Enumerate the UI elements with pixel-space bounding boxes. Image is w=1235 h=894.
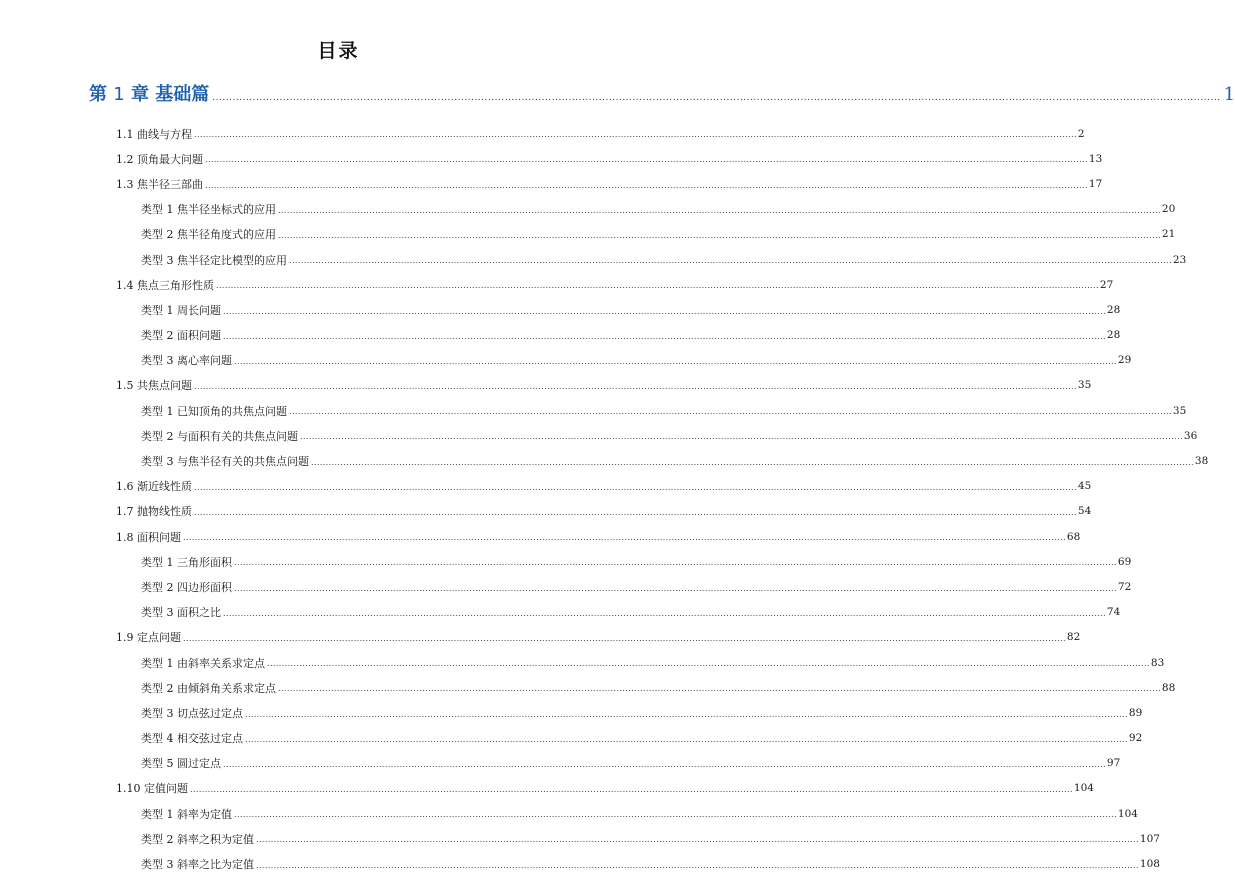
chapter-label-suffix: 章 基础篇 [131,84,210,105]
toc-subsection-entry[interactable] [0,801,1138,826]
leader-dots: ............................................................................................................................................................................................................................................................................................................ [194,130,1077,140]
entry-page-number: 2 [1077,127,1085,140]
toc-subsection-entry[interactable] [0,600,1121,625]
entry-label: 1.9 定点问题 [116,631,181,645]
toc-subsection-entry[interactable] [0,549,1132,574]
chapter-label-prefix: 第 [89,84,107,105]
entry-label: 1.8 面积问题 [116,530,181,544]
entry-label: 类型 5 圆过定点 [141,757,221,771]
entry-label: 类型 3 面积之比 [141,606,221,620]
entry-label: 类型 2 与面积有关的共焦点问题 [141,429,298,443]
leader-dots: ............................................................................................................................................................................................................................................................................................................ [223,759,1106,769]
leader-dots: ............................................................................................................................................................................................................................................................................................................ [289,407,1172,417]
leader-dots: ............................................................................................................................................................................................................................................................................................................ [234,356,1117,366]
leader-dots: ............................................................................................................................................................................................................................................................................................................ [245,709,1128,719]
entry-label: 类型 4 相交弦过定点 [141,732,243,746]
leader-dots: ............................................................................................................................................................................................................................................................................................................ [245,734,1128,744]
entry-label: 类型 1 由斜率关系求定点 [141,656,265,670]
entry-page-number: 35 [1077,379,1092,392]
toc-subsection-entry[interactable] [0,700,1143,725]
leader-dots: ............................................................................................................................................................................................................................................................................................................ [311,457,1194,467]
toc-subsection-entry[interactable] [0,323,1121,348]
leader-dots: ............................................................................................................................................................................................................................................................................................................ [256,835,1139,845]
toc-subsection-entry[interactable] [0,851,1160,876]
entry-page-number: 21 [1161,228,1176,241]
entry-label: 类型 2 焦半径角度式的应用 [141,228,276,242]
entry-label: 1.5 共焦点问题 [116,379,192,393]
entry-label: 类型 1 周长问题 [141,303,221,317]
entry-page-number: 38 [1194,455,1209,468]
leader-dots: ............................................................................................................................................................................................................................................................................................................ [223,608,1106,618]
entry-page-number: 29 [1117,354,1132,367]
entry-page-number: 36 [1183,429,1198,442]
leader-dots: ............................................................................................................................................................................................................................................................................................................ [194,508,1077,517]
entry-page-number: 104 [1117,807,1138,820]
leader-dots: ............................................................................................................................................................................................................................................................................................................ [183,633,1066,643]
toc-subsection-entry[interactable] [0,726,1143,751]
leader-dots: ............................................................................................................................................................................................................................................................................................................ [194,482,1077,492]
entry-label: 1.7 抛物线性质 [116,505,192,519]
toc-section-entry[interactable] [0,146,1103,171]
entry-label: 类型 2 面积问题 [141,329,221,343]
entry-page-number: 83 [1150,656,1165,669]
entry-page-number: 107 [1139,832,1160,845]
leader-dots: ............................................................................................................................................................................................................................................................................................................ [190,785,1073,795]
entry-label: 类型 3 切点弦过定点 [141,706,243,720]
entry-label: 类型 1 三角形面积 [141,555,232,569]
entry-label: 类型 1 已知顶角的共焦点问题 [141,404,287,418]
leader-dots: ............................................................................................................................................................................................................................................................................................................ [223,331,1106,341]
toc-subsection-entry[interactable] [0,574,1132,599]
entry-label: 类型 3 斜率之比为定值 [141,858,254,872]
entry-page-number: 82 [1066,631,1081,644]
entry-label: 类型 1 焦半径坐标式的应用 [141,203,276,217]
toc-subsection-entry[interactable] [0,197,1176,222]
leader-dots: ............................................................................................................................................................................................................................................................................................................ [183,533,1066,543]
toc-subsection-entry[interactable] [0,398,1187,423]
toc-subsection-entry[interactable] [0,423,1198,448]
entry-page-number: 27 [1099,278,1114,291]
entry-label: 1.10 定值问题 [116,782,188,796]
leader-dots: ............................................................................................................................................................................................................................................................................................................ [267,659,1150,669]
entry-page-number: 54 [1077,505,1092,518]
entry-page-number: 28 [1106,329,1121,342]
toc-chapter-1[interactable] [89,80,1235,106]
toc-subsection-entry[interactable] [0,751,1121,776]
entry-label: 1.1 曲线与方程 [116,127,192,141]
leader-dots: ............................................................................................................................................................................................................................................................................................................ [223,306,1106,316]
toc-section-entry[interactable] [0,474,1092,499]
entry-label: 类型 2 斜率之积为定值 [141,832,254,846]
toc-section-entry[interactable] [0,625,1081,650]
toc-section-entry[interactable] [0,499,1092,524]
page-title: 目录 [317,40,360,62]
chapter-page-number: 1 [1223,84,1235,105]
entry-label: 1.6 渐近线性质 [116,480,192,494]
toc-subsection-entry[interactable] [0,222,1176,247]
leader-dots: ............................................................................................................................................................................................................................................................................................................ [300,432,1183,442]
toc-subsection-entry[interactable] [0,448,1209,473]
chapter-label-num: 1 [113,84,125,105]
entry-label: 1.4 焦点三角形性质 [116,278,214,292]
entry-label: 类型 2 四边形面积 [141,580,232,594]
entry-page-number: 74 [1106,606,1121,619]
entry-page-number: 72 [1117,580,1132,593]
entry-page-number: 28 [1106,303,1121,316]
toc-subsection-entry[interactable] [0,297,1121,322]
entry-page-number: 108 [1139,858,1160,871]
chapter-label [89,80,209,106]
entry-page-number: 20 [1161,203,1176,216]
leader-dots: ............................................................................................................................................................................................................................................................................................................ [234,583,1117,593]
entry-label: 类型 3 焦半径定比模型的应用 [141,253,287,267]
entry-page-number: 104 [1073,782,1094,795]
leader-dots: ............................................................................................................................................................................................................................................................................................................ [234,810,1117,820]
entry-page-number: 17 [1088,177,1103,190]
entry-label: 类型 3 离心率问题 [141,354,232,368]
entry-page-number: 68 [1066,530,1081,543]
entry-page-number: 92 [1128,732,1143,745]
toc-subsection-entry[interactable] [0,675,1176,700]
toc-subsection-entry[interactable] [0,247,1187,272]
toc-subsection-entry[interactable] [0,348,1132,373]
entry-page-number: 69 [1117,555,1132,568]
entry-page-number: 88 [1161,681,1176,694]
toc-section-entry[interactable] [0,121,1085,146]
toc-section-entry[interactable] [0,373,1092,398]
toc-section-entry[interactable] [0,524,1081,549]
leader-dots: ............................................................................................................................................................................................................................................................................................................ [278,684,1161,694]
leader-dots: ............................................................................................................................................................................................................................................................................................................ [216,281,1099,291]
toc-section-entry[interactable] [0,171,1103,196]
entry-page-number: 23 [1172,253,1187,266]
leader-dots: ............................................................................................................................................................................................................................................................................................................ [205,155,1088,165]
leader-dots: ............................................................................................................................................................................................................................................................................................................ [278,205,1161,215]
entry-label: 1.2 顶角最大问题 [116,152,203,166]
toc-subsection-entry[interactable] [0,650,1165,675]
entry-label: 类型 3 与焦半径有关的共焦点问题 [141,455,309,469]
toc-subsection-entry[interactable] [0,826,1160,851]
leader-dots: ............................................................................................................................................................................................................................................................................................................ [194,382,1077,392]
leader-dots: ............................................................................................................................................................................................................................................................................................................ [212,93,1221,103]
entry-page-number: 97 [1106,757,1121,770]
leader-dots: ............................................................................................................................................................................................................................................................................................................ [278,230,1161,240]
toc-section-entry[interactable] [0,272,1114,297]
entry-page-number: 45 [1077,480,1092,493]
leader-dots: ............................................................................................................................................................................................................................................................................................................ [289,256,1172,266]
toc-section-entry[interactable] [0,776,1094,801]
entry-page-number: 13 [1088,152,1103,165]
entry-label: 类型 2 由倾斜角关系求定点 [141,681,276,695]
leader-dots: ............................................................................................................................................................................................................................................................................................................ [205,180,1088,190]
toc-entry-list [0,121,1209,877]
entry-page-number: 35 [1172,404,1187,417]
entry-label: 类型 1 斜率为定值 [141,807,232,821]
entry-page-number: 89 [1128,706,1143,719]
entry-label: 1.3 焦半径三部曲 [116,177,203,191]
leader-dots: ............................................................................................................................................................................................................................................................................................................ [234,558,1117,568]
leader-dots: ............................................................................................................................................................................................................................................................................................................ [256,860,1139,870]
